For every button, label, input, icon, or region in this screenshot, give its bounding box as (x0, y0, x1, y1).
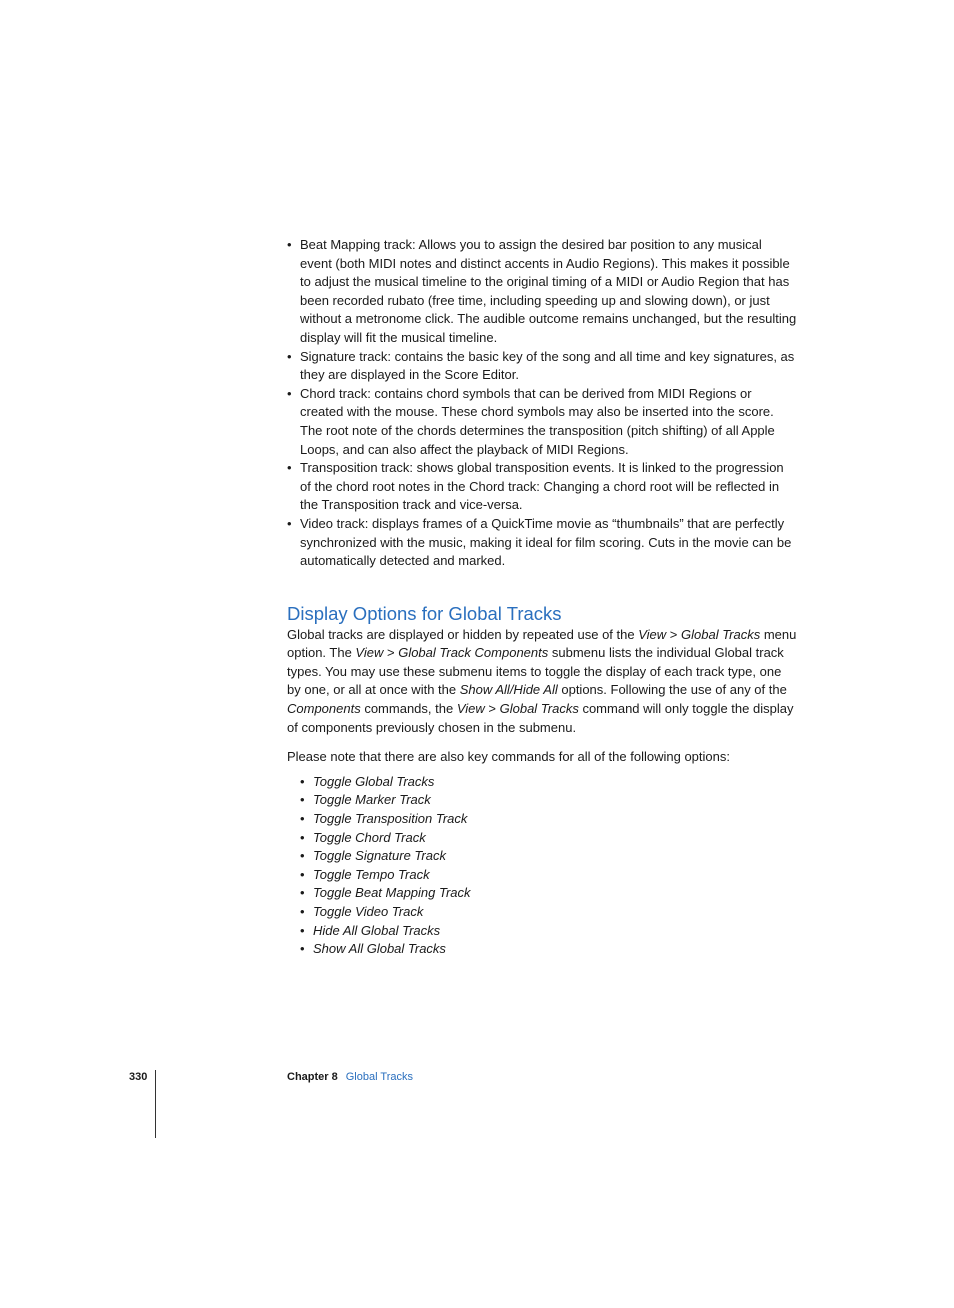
item-text: displays frames of a QuickTime movie as “thumbnails” that are perfectly synchronized with the music, making it ideal for film scoring. Cuts in the movie can be automatically detected and marked. (300, 515, 792, 569)
text-run: submenu lists the individual Global track types. You may use these submenu items to toggle the display of each track type, one by one, or all at once with the (287, 645, 784, 698)
text-run: commands, the (360, 701, 457, 717)
section-heading: Display Options for Global Tracks (287, 602, 562, 624)
item-label: Transposition track: (300, 460, 413, 476)
option-item (300, 866, 797, 885)
item-text: shows global transposition events. It is linked to the progression of the chord root notes in the Chord track: Changing a chord root will be reflected in the Transposition track and vice-versa. (300, 460, 784, 513)
menu-name: Global Tracks (499, 701, 579, 717)
bullet: • (300, 792, 305, 808)
option-item (300, 773, 797, 792)
item-text: Allows you to assign the desired bar position to any musical event (both MIDI notes and distinct accents in Audio Regions). This makes it possible to adjust the musical timeline to the original timing of a MIDI or Audio Region that has been recorded rubato (free time, including speeding up and slowing down), or just without a metronome click. The audible outcome remains unchanged, but the resulting display will fit the musical timeline. (300, 237, 797, 345)
option-label: Toggle Signature Track (313, 848, 446, 864)
text-run: options. Following the use of any of the (557, 682, 787, 698)
item-label: Beat Mapping track: (300, 237, 416, 252)
option-item (300, 922, 797, 941)
option-label: Toggle Transposition Track (313, 811, 468, 827)
option-item (300, 884, 797, 903)
option-item (300, 791, 797, 810)
chapter-title: Global Tracks (345, 1071, 413, 1083)
bullet: • (300, 811, 305, 827)
option-label: Toggle Tempo Track (313, 866, 430, 882)
bullet: • (300, 848, 305, 864)
menu-name: View (456, 701, 485, 717)
list-item-video (287, 515, 797, 571)
option-label: Hide All Global Tracks (313, 922, 441, 938)
item-label: Signature track: (300, 348, 392, 364)
bullet: • (300, 922, 305, 938)
option-label: Toggle Marker Track (313, 792, 431, 808)
bullet: • (300, 773, 305, 789)
page-content (287, 236, 797, 959)
footer-chapter (287, 1070, 413, 1084)
list-item-transposition (287, 459, 797, 515)
bullet: • (287, 385, 292, 401)
bullet: • (300, 904, 305, 919)
item-text: contains the basic key of the song and all time and key signatures, as they are displayed in the Score Editor. (300, 348, 795, 383)
list-item-chord (287, 385, 797, 459)
text-run: menu option. The (287, 626, 797, 661)
option-label: Toggle Global Tracks (313, 773, 435, 789)
menu-name: Global Tracks (681, 626, 761, 642)
text-run: Global tracks are displayed or hidden by repeated use of the (287, 626, 639, 642)
option-label: Show All Global Tracks (313, 941, 446, 957)
option-item (300, 903, 797, 922)
note-paragraph: Please note that there are also key commands for all of the following options: (287, 749, 730, 765)
menu-name: View (355, 645, 384, 661)
option-item (300, 810, 797, 829)
option-item (300, 940, 797, 959)
list-item-beat-mapping (287, 236, 797, 348)
bullet: • (300, 866, 305, 882)
item-text: contains chord symbols that can be derived from MIDI Regions or created with the mouse. These chord symbols may also be inserted into the score. The root note of the chords determines the transposition (pitch shifting) of all Apple Loops, and can also affect the playback of MIDI Regions. (300, 385, 775, 457)
text-run: > (383, 645, 399, 661)
text-run: command will only toggle the display of components previously chosen in the submenu. (287, 701, 794, 735)
item-label: Chord track: (300, 385, 371, 401)
menu-name: Components (287, 701, 361, 717)
bullet: • (287, 237, 292, 252)
chapter-label: Chapter 8 (287, 1071, 338, 1083)
key-command-options-list (287, 773, 797, 959)
bullet: • (287, 348, 292, 364)
option-label: Toggle Beat Mapping Track (313, 885, 471, 901)
bullet: • (300, 941, 305, 957)
option-label: Toggle Video Track (313, 904, 424, 919)
body-paragraph (287, 626, 797, 738)
bullet: • (287, 460, 292, 476)
menu-name: View (638, 626, 667, 642)
bullet: • (300, 885, 305, 901)
option-label: Toggle Chord Track (313, 829, 426, 845)
track-types-list (287, 236, 797, 571)
menu-name: Show All/Hide All (459, 682, 558, 698)
footer-divider (155, 1070, 156, 1138)
bullet: • (287, 515, 292, 531)
text-run: > (666, 626, 681, 642)
option-item (300, 829, 797, 848)
item-label: Video track: (300, 515, 369, 531)
option-item (300, 847, 797, 866)
text-run: > (484, 701, 500, 717)
bullet: • (300, 829, 305, 845)
list-item-signature (287, 348, 797, 385)
menu-name: Global Track Components (398, 645, 549, 661)
page-number: 330 (129, 1071, 148, 1083)
